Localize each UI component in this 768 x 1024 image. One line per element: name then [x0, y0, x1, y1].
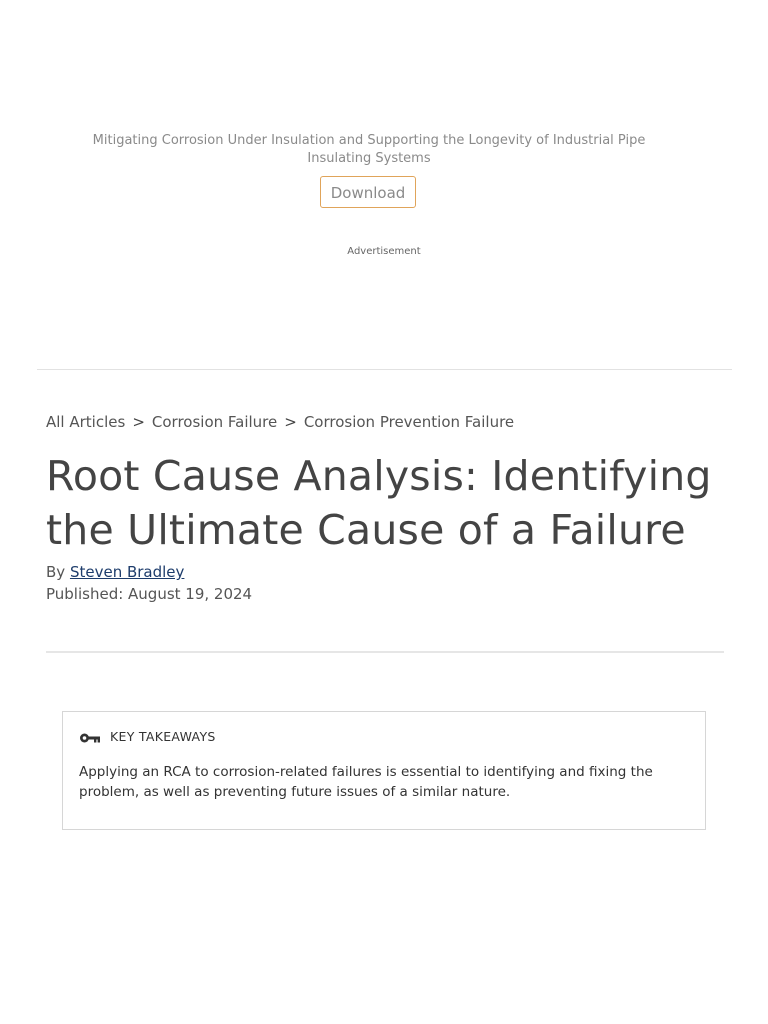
breadcrumb-corrosion-prevention-failure[interactable]: Corrosion Prevention Failure: [303, 413, 515, 431]
published-date: Published: August 19, 2024: [46, 585, 253, 603]
byline-prefix: By: [46, 563, 66, 581]
breadcrumb-corrosion-failure[interactable]: Corrosion Failure: [151, 413, 278, 431]
key-takeaways-box: [62, 711, 706, 830]
breadcrumb-separator: >: [284, 413, 297, 431]
advertisement-label: Advertisement: [347, 246, 421, 257]
download-button[interactable]: Download: [320, 176, 416, 208]
promo-headline: Mitigating Corrosion Under Insulation and Supporting the Longevity of Industrial Pipe Insulating Systems: [92, 133, 646, 166]
key-takeaways-text: Applying an RCA to corrosion-related failures is essential to identifying and fixing the problem, as well as preventing future issues of a similar nature.: [79, 764, 653, 800]
key-icon: [79, 730, 101, 744]
author-link[interactable]: Steven Bradley: [69, 563, 185, 581]
breadcrumb-separator: >: [132, 413, 145, 431]
breadcrumb-all-articles[interactable]: All Articles: [46, 413, 126, 431]
breadcrumb: [46, 413, 514, 431]
key-takeaways-heading: KEY TAKEAWAYS: [110, 729, 216, 744]
header-divider: [37, 369, 732, 370]
article-title: Root Cause Analysis: Identifying the Ultimate Cause of a Failure: [46, 452, 712, 554]
key-takeaways-header: [79, 729, 216, 744]
byline: [46, 563, 184, 581]
article-divider: [46, 651, 724, 653]
